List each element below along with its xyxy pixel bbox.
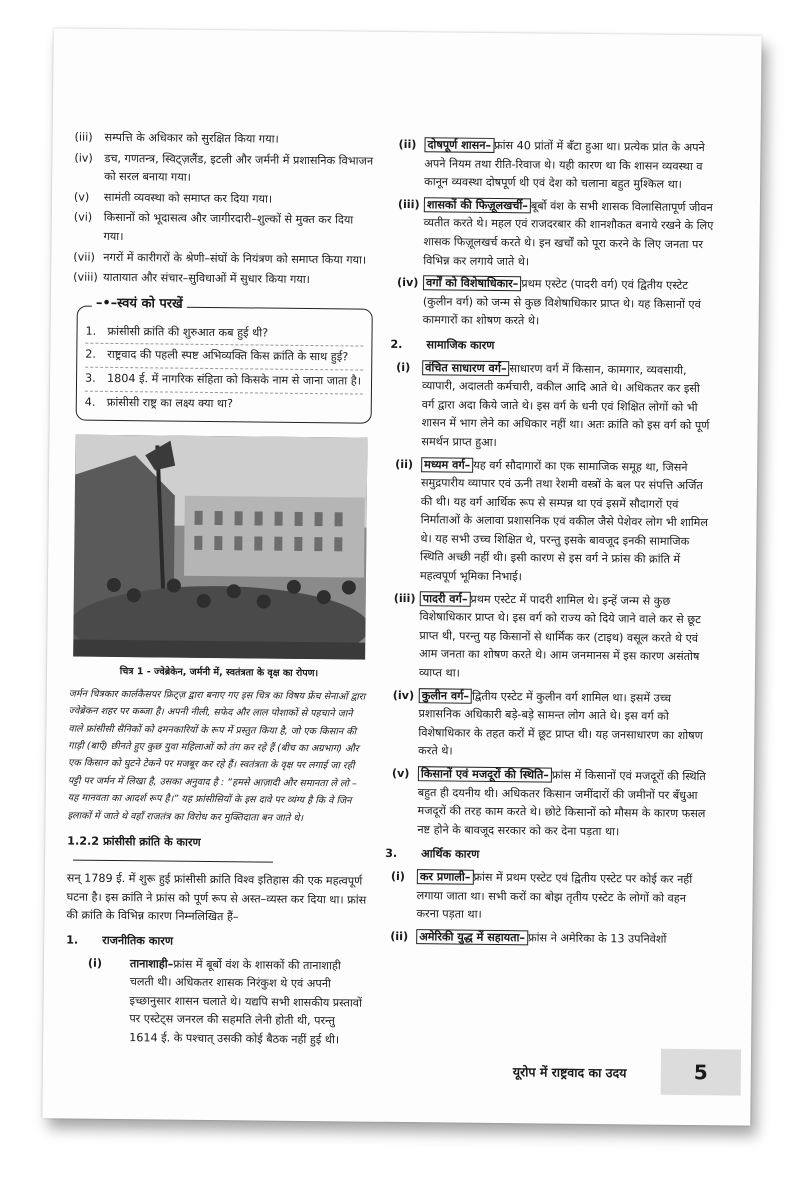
cause-item: (i) तानाशाही–फ्रांस में बूर्बो वंश के शासकों की तानाशाही चलती थी। अधिकतर शासक निरंकुश थे एवं अपनी इच्छानुसार शासन चलाते थे। यद्यपि सभी शासकीय प्रस्तावों पर एस्टेट्स जनरल की सहमति लेनी होती थी, परन्तु 1614 ई. के पश्चात् उसकी कोई बैठक नहीं हुई थी।: [87, 956, 362, 1047]
historical-engraving-image: [73, 435, 367, 660]
cause-item: (iv) कुलीन वर्ग– द्वितीय एस्टेट में कुलीन वर्ग शामिल था। इसमें उच्च प्रशासनिक अधिकारी बड़े-बड़े सामन्त लोग आते थे। इस वर्ग को विशेषाधिकार के तहत करों में छूट प्राप्त थी। यह जनसाधारण का शोषण करते थे।: [392, 688, 703, 758]
list-item: (iv) डच, गणतन्त्र, स्विट्ज़लैंड, इटली और जर्मनी में प्रशासनिक विभाजन को सरल बनाया गया।: [74, 151, 374, 184]
section-underline: [73, 860, 273, 863]
list-item: (vi) किसानों को भूदासत्व और जागीरदारी–शुल्कों से मुक्त कर दिया गया।: [73, 210, 354, 244]
cause-item: (iii) शासकों की फिज़ूलखर्ची– बूर्बो वंश के सभी शासक विलासितापूर्ण जीवन व्यतीत करते थे। महल एवं राजदरबार की शानशौकत बनाये रखने के लिए शासक फिज़ूलखर्च करते थे। इन खर्चों को पूरा करने के लिए जनता पर विभिन्न कर लगाये जाते थे।: [397, 197, 714, 268]
cause-item: (i) वंचित साधारण वर्ग– साधारण वर्ग में किसान, कामगार, व्यवसायी, व्यापारी, अदालती कर्मचारी, वकील आदि आते थे। अधिकतर कर इसी वर्ग द्वारा अदा किये जाते थे। इस वर्ग के धनी एवं शिक्षित लोगों को भी शासन में भाग लेने का अधिकार नहीं था। अतः क्रांति को इस वर्ग को पूर्ण समर्थन प्राप्त हुआ।: [396, 360, 710, 449]
cause-heading: 3. आर्थिक कारण: [385, 847, 480, 862]
chapter-title: यूरोप में राष्ट्रवाद का उदय: [512, 1064, 627, 1081]
section-number: 1.2.2: [67, 834, 100, 848]
cause-heading: 2. सामाजिक कारण: [390, 337, 495, 352]
cause-item: (v) किसानों एवं मजदूरों की स्थिति– फ्रांस में किसानों एवं मजदूरों की स्थिति बहुत ही दयनीय थी। अधिकतर किसान जमींदारों की जमीनों पर बँधुआ मजदूरों की तरह काम करते थे। छोटे किसानों को मौसम के कारण फसल नष्ट होने के बावजूद सरकार को कर देना पड़ता था।: [391, 766, 706, 839]
figure-description: जर्मन चित्रकार कार्लकैसपर फ्रिट्ज़ द्वारा बनाए गए इस चित्र का विषय फ्रेंच सेनाओं द्वारा ज्वेब्रेकन शहर पर कब्जा है। अपनी नीली, सफेद और लाल पोशाकों से पहचाने जाने वाले फ्रांसीसी सैनिकों को दमनकारियों के रूप में प्रस्तुत किया है, जो एक किसान की गाड़ी (बाएँ) छीनते हुए कुछ युवा महिलाओं को तंग कर रहे हैं (बीच का अग्रभाग) और एक किसान को घुटने टेकने पर मजबूर कर रहे हैं। स्वतंत्रता के वृक्ष पर लगाई जा रही पट्टी पर जर्मन में लिखा है, उसका अनुवाद है : “हमसे आज़ादी और समानता ले लो – यह मानवता का आदर्श रूप है।” यह फ्रांसीसियों के इस दावे पर व्यंग्य है कि वे जिन इलाकों में जाते थे वहाँ राजतंत्र का विरोध कर मुक्तिदाता बन जाते थे।: [67, 688, 366, 824]
left-list: [73, 129, 375, 291]
engraving-illustration: [73, 435, 367, 660]
cause-item: (iii) पादरी वर्ग– प्रथम एस्टेट में पादरी शामिल थे। इन्हें जन्म से कुछ विशेषाधिकार प्राप्त थे। इस वर्ग को राज्य को दिये जाने वाले कर से छूट प्राप्त थी, परन्तु यह किसानों से धार्मिक कर (टाइथ) वसूल करते थे एवं आम जनता का शोषण करते थे। आम जनमानस में इस कारण असंतोष व्याप्त था।: [393, 591, 701, 680]
list-item: (viii) यातायात और संचार–सुविधाओं में सुधार किया गया।: [73, 270, 311, 287]
right-column: [384, 132, 718, 950]
cause-item: (ii) मध्यम वर्ग– यह वर्ग सौदागारों का एक सामाजिक समूह था, जिसने समुद्रपारीय व्यापार एवं ऊनी तथा रेशमी वस्त्रों के बल पर संपत्ति अर्जित की थी। यह वर्ग आर्थिक रूप से सम्पन्न था एवं इसमें सौदागरों एवं निर्माताओं के अलावा प्रशासनिक एवं वकील जैसे पेशेवर लोग भी शामिल थे। यह सभी उच्च शिक्षित थे, परन्तु इसके बावजूद इनकी सामाजिक स्थिति अच्छी नहीं थी। इसी कारण से इस वर्ग ने फ्रांस की क्रांति में महत्वपूर्ण भूमिका निभाई।: [395, 457, 709, 584]
cause-heading: 1. राजनीतिक कारण: [66, 933, 174, 948]
list-item: (v) सामंती व्यवस्था को समाप्त कर दिया गया।: [73, 190, 273, 206]
cause-item: (iv) वर्गों को विशेषाधिकार– प्रथम एस्टेट (पादरी वर्ग) एवं द्वितीय एस्टेट (कुलीन वर्ग) को जन्म से कुछ विशेषाधिकार प्राप्त थे। यह किसानों एवं कामगारों का शोषण करते थे।: [397, 276, 701, 328]
section-intro: सन् 1789 ई. में शुरू हुई फ्रांसीसी क्रांति विश्व इतिहास की एक महत्वपूर्ण घटना है। इस क्रांति ने फ्रांस को पूर्ण रूप से अस्त–व्यस्त कर दिया था। फ्रांस की क्रांति के विभिन्न कारण निम्नलिखित हैं–: [66, 871, 367, 924]
question-item: 4. फ्रांसीसी राष्ट्र का लक्ष्य क्या था?: [84, 395, 234, 410]
section-title: फ्रांसीसी क्रांति के कारण: [102, 834, 201, 849]
question-item: 1. फ्रांसीसी क्रांति की शुरुआत कब हुई थी?: [85, 320, 363, 347]
list-item: (iii) सम्पत्ति के अधिकार को सुरक्षित किया गया।: [74, 130, 279, 146]
figure-caption: चित्र 1 - ज्वेब्रेकेन, जर्मनी में, स्वतंत्रता के वृक्ष का रोपण।: [119, 666, 319, 680]
cause-item: (ii) अमेरिकी युद्ध में सहायता– फ्रांस ने अमेरिका के 13 उपनिवेशों: [390, 929, 667, 946]
question-item: 3. 1804 ई. में नागरिक संहिता को किसके नाम से जाना जाता है।: [85, 368, 363, 395]
self-test-title: –•– स्वयं को परखें: [92, 294, 187, 314]
page-number: 5: [661, 1049, 741, 1096]
question-item: 2. राष्ट्रवाद की पहली स्पष्ट अभिव्यक्ति किस क्रांति के साथ हुई?: [85, 344, 363, 371]
self-test-box: [76, 295, 373, 423]
cause-item: (ii) दोषपूर्ण शासन– फ्रांस 40 प्रांतों में बँटा हुआ था। प्रत्येक प्रांत के अपने अपने नियम तथा रीति-रिवाज थे। यही कारण था कि शासन व्यवस्था व कानून व्यवस्था दोषपूर्ण थी एवं देश को चलाना बहुत मुश्किल था।: [398, 137, 705, 192]
left-column: [65, 129, 375, 1051]
section-heading: [67, 832, 367, 872]
list-item: (vii) नगरों में कारीगरों के श्रेणी–संघों के नियंत्रण को समाप्त किया गया।: [73, 250, 367, 267]
book-page: [42, 28, 761, 1125]
cause-item: (i) कर प्रणाली– फ्रांस में प्रथम एस्टेट एवं द्वितीय एस्टेट पर कोई कर नहीं लगाया जाता था। सभी करों का बोझ तृतीय एस्टेट के लोगों को वहन करना पड़ता था।: [390, 869, 693, 922]
